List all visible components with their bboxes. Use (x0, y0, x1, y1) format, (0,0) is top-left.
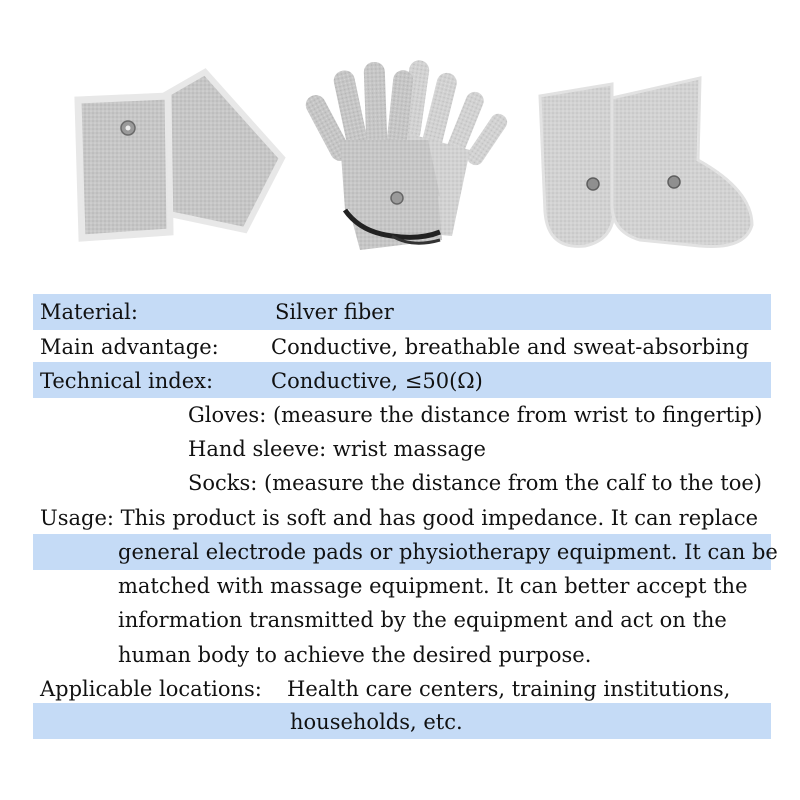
material-label: Material: (40, 300, 138, 324)
row-band-material (33, 294, 771, 330)
product-images (0, 0, 800, 285)
hand-sleeve-pair-image (78, 72, 282, 238)
sleeve-note: Hand sleeve: wrist massage (188, 437, 486, 461)
locations-value-1: Health care centers, training institutions, (287, 677, 731, 701)
socks-pair-image (540, 78, 752, 247)
locations-label: Applicable locations: (40, 677, 262, 701)
technical-label: Technical index: (40, 369, 214, 393)
advantage-value: Conductive, breathable and sweat-absorbing (271, 335, 749, 359)
product-photos (0, 0, 800, 285)
socks-note: Socks: (measure the distance from the calf to the toe) (188, 471, 762, 495)
usage-line-3: matched with massage equipment. It can better accept the (118, 574, 748, 598)
gloves-pair-image (302, 59, 510, 250)
usage-line-2: general electrode pads or physiotherapy equipment. It can be (118, 540, 778, 564)
technical-value: Conductive, ≤50(Ω) (271, 369, 483, 393)
locations-value-2: households, etc. (290, 710, 463, 734)
gloves-note: Gloves: (measure the distance from wrist to fingertip) (188, 403, 763, 427)
advantage-label: Main advantage: (40, 335, 219, 359)
material-value: Silver fiber (275, 300, 394, 324)
usage-line-5: human body to achieve the desired purpose. (118, 643, 592, 667)
usage-line-4: information transmitted by the equipment and act on the (118, 608, 727, 632)
usage-line-1: Usage: This product is soft and has good impedance. It can replace (40, 506, 759, 530)
